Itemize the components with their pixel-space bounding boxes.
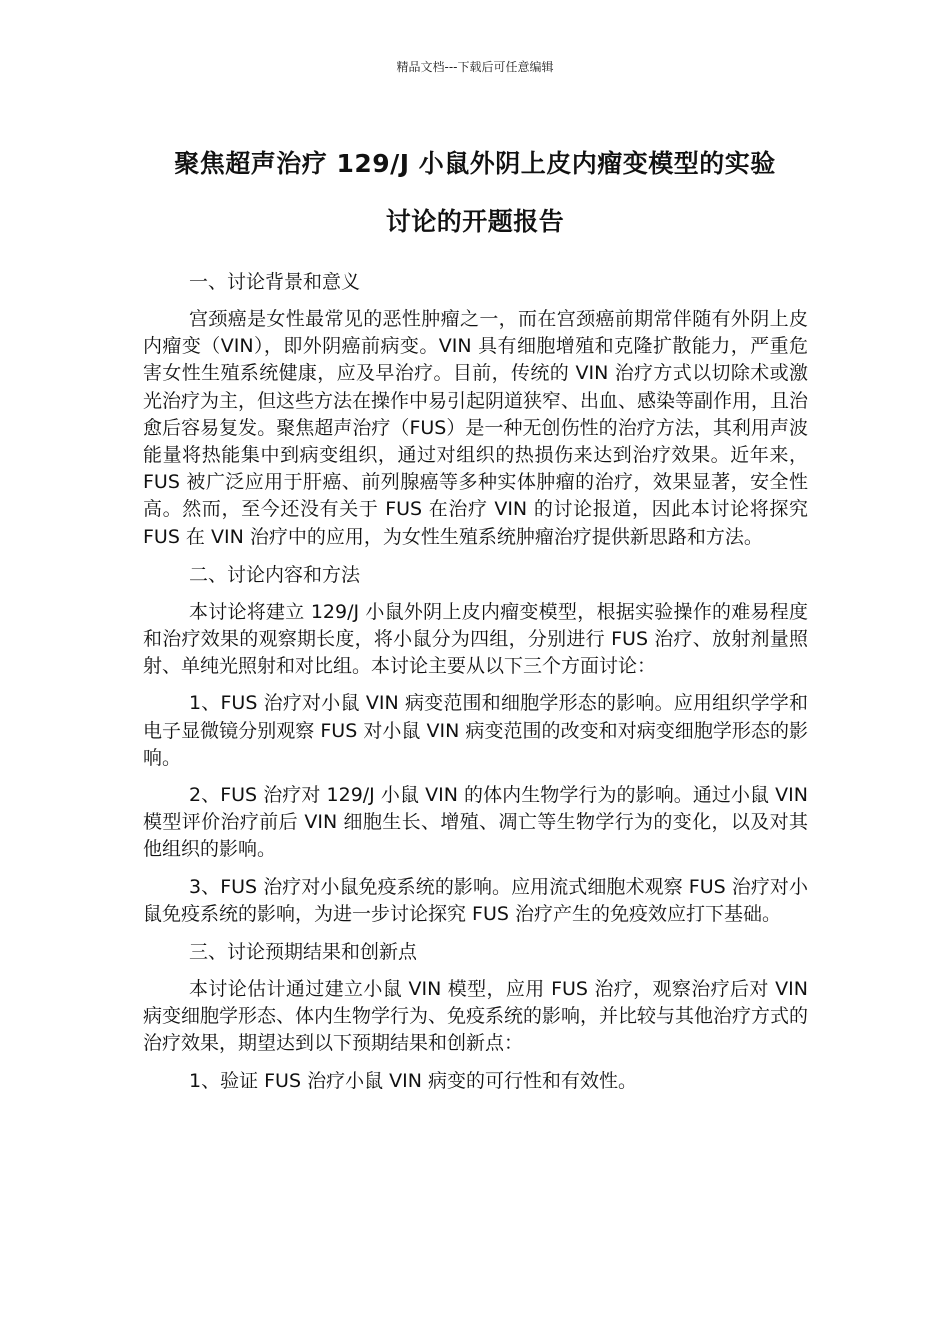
title-line-2: 讨论的开题报告 (385, 207, 565, 236)
paragraph: 3、FUS 治疗对小鼠免疫系统的影响。应用流式细胞术观察 FUS 治疗对小鼠免疫系统的影响，为进一步讨论探究 FUS 治疗产生的免疫效应打下基础。 (143, 875, 808, 925)
document-body (143, 268, 808, 1105)
paragraph: 2、FUS 治疗对 129/J 小鼠 VIN 的体内生物学行为的影响。通过小鼠 VIN 模型评价治疗前后 VIN 细胞生长、增殖、凋亡等生物学行为的变化，以及对其他组织的影响。 (143, 784, 808, 861)
paragraph: 本讨论估计通过建立小鼠 VIN 模型，应用 FUS 治疗，观察治疗后对 VIN 病变细胞学形态、体内生物学行为、免疫系统的影响，并比较与其他治疗方式的治疗效果，期望达到以下预期结果和创新点： (143, 978, 809, 1055)
page-header-note: 精品文档---下载后可任意编辑 (396, 60, 554, 74)
title-line-1: 聚焦超声治疗 129/J 小鼠外阴上皮内瘤变模型的实验 (174, 149, 776, 178)
paragraph: 本讨论将建立 129/J 小鼠外阴上皮内瘤变模型，根据实验操作的难易程度和治疗效果的观察期长度，将小鼠分为四组，分别进行 FUS 治疗、放射剂量照射、单纯光照射和对比组。本讨论主要从以下三个方面讨论： (143, 600, 808, 678)
section-heading-3: 三、讨论预期结果和创新点 (189, 941, 418, 964)
section-heading-2: 二、讨论内容和方法 (189, 563, 361, 586)
paragraph: 宫颈癌是女性最常见的恶性肿瘤之一，而在宫颈癌前期常伴随有外阴上皮内瘤变（VIN），即外阴癌前病变。VIN 具有细胞增殖和克隆扩散能力，严重危害女性生殖系统健康，应及早治疗。目前，传统的 VIN 治疗方式以切除术或激光治疗为主，但这些方法在操作中易引起阴道狭窄、出血、感染等副作用，且治愈后容易复发。聚焦超声治疗（FUS）是一种无创伤性的治疗方法，其利用声波能量将热能集中到病变组织，通过对组织的热损伤来达到治疗效果。近年来，FUS 被广泛应用于肝癌、前列腺癌等多种实体肿瘤的治疗，效果显著，安全性高。然而，至今还没有关于 FUS 在治疗 VIN 的讨论报道，因此本讨论将探究 FUS 在 VIN 治疗中的应用，为女性生殖系统肿瘤治疗提供新思路和方法。 (143, 308, 809, 548)
paragraph: 1、验证 FUS 治疗小鼠 VIN 病变的可行性和有效性。 (189, 1069, 637, 1092)
paragraph: 1、FUS 治疗对小鼠 VIN 病变范围和细胞学形态的影响。应用组织学学和电子显微镜分别观察 FUS 对小鼠 VIN 病变范围的改变和对病变细胞学形态的影响。 (143, 692, 808, 769)
document-title (120, 135, 830, 251)
section-heading-1: 一、讨论背景和意义 (189, 271, 361, 293)
